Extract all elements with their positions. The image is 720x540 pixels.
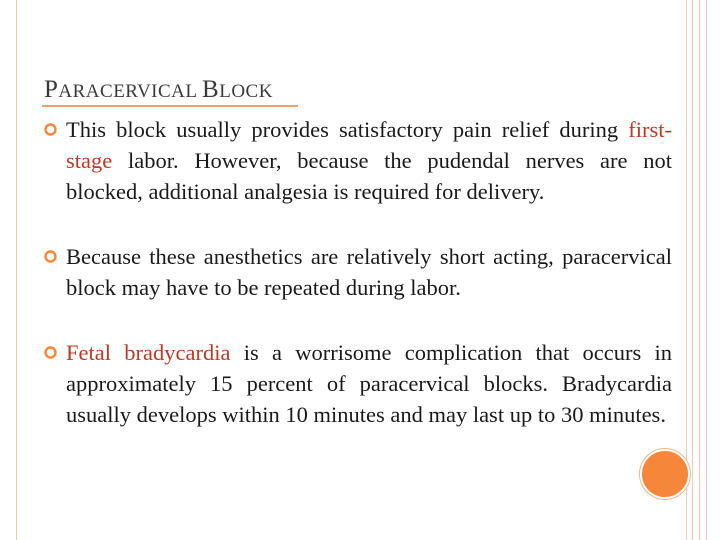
bullet-item	[44, 337, 672, 430]
left-border-line	[16, 0, 17, 540]
bullet-accent-text: first-stage	[66, 117, 672, 173]
open-circle-bullet-icon	[44, 250, 57, 263]
title-cap-1: P	[44, 76, 59, 103]
bullet-text: Because these anesthetics are relatively short acting, paracervical block may have to be repeated during labor.	[66, 244, 672, 300]
right-border-line	[706, 0, 707, 540]
bullet-text	[66, 117, 672, 204]
bullet-accent-text: Fetal bradycardia	[66, 340, 231, 365]
bullet-item	[44, 241, 672, 303]
open-circle-bullet-icon	[44, 346, 57, 359]
open-circle-bullet-icon	[44, 123, 57, 136]
slide-title	[44, 76, 273, 104]
title-rest-2: LOCK	[219, 81, 273, 102]
right-border-line	[692, 0, 693, 540]
title-underline	[42, 105, 298, 107]
bullet-text-part: is a worrisome complication that occurs in approximately 15 percent of paracervical blocks. Bradycardia usually develops within 10 minutes and may last up to 30 minutes.	[66, 340, 673, 427]
bullet-list	[44, 114, 672, 464]
title-rest-1: ARACERVICAL	[58, 81, 203, 102]
bullet-text-part: labor. However, because the pudendal nerves are not blocked, additional analgesia is required for delivery.	[66, 148, 672, 204]
bullet-text-part: This block usually provides satisfactory pain relief during	[66, 117, 629, 142]
right-border-line	[699, 0, 700, 540]
right-border-line	[686, 0, 687, 540]
bullet-text	[66, 340, 672, 427]
title-cap-2: B	[202, 76, 220, 103]
orange-circle-icon	[640, 449, 690, 499]
bullet-item	[44, 114, 672, 207]
